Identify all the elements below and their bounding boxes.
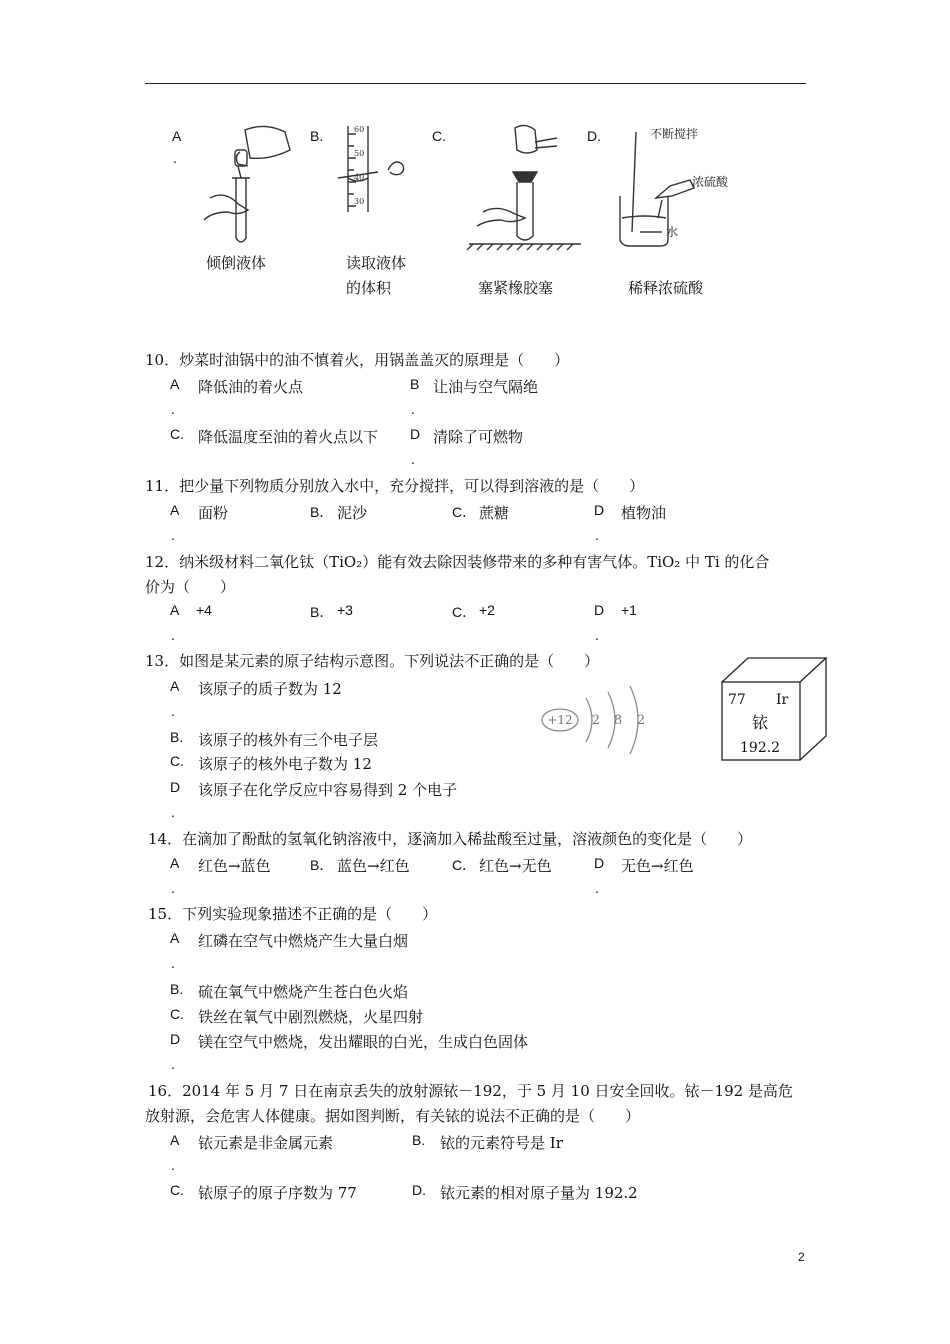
- q11-option-b-letter: B．: [310, 504, 334, 520]
- q9-option-d-letter: D.: [587, 128, 601, 144]
- q10-option-b-letter: B: [410, 376, 420, 392]
- q14-option-a-dot: .: [171, 880, 175, 896]
- q10-stem: 10．炒菜时油锅中的油不慎着火，用锅盖盖灭的原理是（ ）: [145, 351, 570, 369]
- q12-option-b-text: +3: [337, 602, 353, 618]
- q13-option-d-dot: .: [171, 804, 175, 820]
- cylinder-tick-30: 30: [354, 197, 365, 206]
- q15-option-d-dot: .: [171, 1056, 175, 1072]
- q10-option-c-text: 降低温度至油的着火点以下: [198, 428, 379, 446]
- label-stirring: 不断搅拌: [650, 127, 699, 141]
- header-rule: [145, 83, 806, 84]
- cylinder-tick-50: 50: [354, 149, 365, 158]
- q16-option-a-letter: A: [170, 1132, 180, 1148]
- q9-option-d-caption: 稀释浓硫酸: [628, 279, 704, 297]
- q13-option-b-text: 该原子的核外有三个电子层: [198, 731, 379, 749]
- q15-option-a-dot: .: [171, 955, 175, 971]
- q15-option-d-letter: D: [170, 1031, 181, 1047]
- q15-option-d-text: 镁在空气中燃烧，发出耀眼的白光，生成白色固体: [198, 1033, 529, 1051]
- atom-shell-1: 2: [591, 713, 601, 728]
- figure-stopper: [465, 120, 585, 250]
- label-conc-acid: 浓硫酸: [692, 175, 729, 189]
- q16-option-b-letter: B.: [412, 1132, 426, 1148]
- q12-option-a-text: +4: [196, 602, 212, 618]
- q9-option-a-dot: .: [173, 150, 177, 166]
- atom-shell-2: 8: [613, 713, 623, 728]
- figure-read-cylinder: [330, 120, 440, 220]
- q12-option-d-letter: D: [594, 602, 605, 618]
- cylinder-tick-40: 40: [354, 173, 365, 182]
- q15-option-c-letter: C.: [170, 1006, 184, 1022]
- q13-option-c-letter: C.: [170, 753, 184, 769]
- q10-option-a-dot: .: [171, 401, 175, 417]
- q16-option-a-text: 铱元素是非金属元素: [198, 1134, 334, 1152]
- q13-option-b-letter: B.: [170, 729, 184, 745]
- q9-option-b-caption-1: 读取液体: [346, 254, 407, 272]
- q11-option-b-text: 泥沙: [337, 504, 368, 522]
- label-water: 水: [666, 225, 679, 239]
- q11-option-c-text: 蔗糖: [479, 504, 510, 522]
- q15-option-a-text: 红磷在空气中燃烧产生大量白烟: [198, 932, 409, 950]
- q13-option-a-text: 该原子的质子数为 12: [198, 680, 342, 698]
- q10-option-a-text: 降低油的着火点: [198, 378, 304, 396]
- q16-stem-line2: 放射源，会危害人体健康。据如图判断，有关铱的说法不正确的是（ ）: [145, 1107, 641, 1125]
- element-number: 77: [728, 692, 746, 708]
- q13-option-d-text: 该原子在化学反应中容易得到 2 个电子: [198, 781, 458, 799]
- q16-option-a-dot: .: [171, 1157, 175, 1173]
- element-name: 铱: [752, 713, 769, 732]
- q14-option-d-text: 无色→红色: [621, 857, 694, 875]
- q12-option-d-dot: .: [595, 627, 599, 643]
- q12-option-d-text: +1: [621, 602, 637, 618]
- q14-option-a-letter: A: [170, 855, 180, 871]
- figure-pouring-liquid: [190, 120, 310, 250]
- q11-option-d-text: 植物油: [621, 504, 667, 522]
- q15-stem: 15．下列实验现象描述不正确的是（ ）: [148, 905, 438, 923]
- q11-option-c-letter: C．: [452, 504, 477, 520]
- q13-option-a-dot: .: [171, 703, 175, 719]
- q10-option-d-text: 清除了可燃物: [433, 428, 524, 446]
- element-symbol: Ir: [776, 692, 789, 708]
- q13-option-d-letter: D: [170, 779, 181, 795]
- q9-option-c-caption: 塞紧橡胶塞: [478, 279, 554, 297]
- element-mass: 192.2: [740, 740, 781, 756]
- q16-option-d-text: 铱元素的相对原子量为 192.2: [440, 1184, 638, 1202]
- q12-option-c-letter: C．: [452, 604, 477, 620]
- q9-option-b-caption-2: 的体积: [346, 279, 392, 297]
- q9-option-b-letter: B.: [310, 128, 324, 144]
- q9-option-a-caption: 倾倒液体: [206, 254, 267, 272]
- atom-structure-diagram: [536, 680, 666, 760]
- q14-option-b-text: 蓝色→红色: [337, 857, 410, 875]
- q14-option-d-letter: D: [594, 855, 605, 871]
- element-card-ir: [720, 656, 828, 762]
- q11-option-a-dot: .: [171, 527, 175, 543]
- q12-stem-line2: 价为（ ）: [145, 578, 236, 596]
- q11-option-d-dot: .: [595, 527, 599, 543]
- q15-option-a-letter: A: [170, 930, 180, 946]
- q14-stem: 14．在滴加了酚酞的氢氧化钠溶液中，逐滴加入稀盐酸至过量，溶液颜色的变化是（ ）: [148, 830, 753, 848]
- q9-option-a-letter: A: [172, 128, 182, 144]
- figure-dilute-acid: [610, 122, 740, 252]
- q10-option-b-text: 让油与空气隔绝: [433, 378, 539, 396]
- cylinder-tick-60: 60: [354, 125, 365, 134]
- q16-option-c-letter: C.: [170, 1182, 184, 1198]
- q10-option-a-letter: A: [170, 376, 180, 392]
- q14-option-d-dot: .: [595, 880, 599, 896]
- q13-option-a-letter: A: [170, 678, 180, 694]
- q12-stem-line1: 12．纳米级材料二氧化钛（TiO₂）能有效去除因装修带来的多种有害气体。TiO₂ 中 Ti 的化合: [145, 553, 770, 571]
- q11-option-a-letter: A: [170, 502, 180, 518]
- atom-shell-3: 2: [636, 713, 646, 728]
- q9-option-c-letter: C.: [432, 128, 446, 144]
- q12-option-b-letter: B．: [310, 604, 334, 620]
- q13-option-c-text: 该原子的核外电子数为 12: [198, 755, 372, 773]
- q10-option-c-letter: C.: [170, 426, 184, 442]
- q16-option-c-text: 铱原子的原子序数为 77: [198, 1184, 357, 1202]
- atom-nucleus: +12: [547, 713, 573, 727]
- q10-option-d-dot: .: [411, 451, 415, 467]
- q16-option-d-letter: D.: [412, 1182, 426, 1198]
- q15-option-b-text: 硫在氧气中燃烧产生苍白色火焰: [198, 983, 409, 1001]
- q12-option-a-dot: .: [171, 627, 175, 643]
- q11-option-d-letter: D: [594, 502, 605, 518]
- q16-option-b-text: 铱的元素符号是 Ir: [440, 1134, 563, 1152]
- q14-option-b-letter: B．: [310, 857, 334, 873]
- q16-stem-line1: 16．2014 年 5 月 7 日在南京丢失的放射源铱－192，于 5 月 10 日安全回收。铱－192 是高危: [148, 1082, 793, 1100]
- q15-option-c-text: 铁丝在氧气中剧烈燃烧，火星四射: [198, 1008, 424, 1026]
- q10-option-d-letter: D: [410, 426, 421, 442]
- q14-option-c-letter: C．: [452, 857, 477, 873]
- q10-option-b-dot: .: [411, 401, 415, 417]
- page-number: 2: [798, 1250, 805, 1264]
- q12-option-c-text: +2: [479, 602, 495, 618]
- q15-option-b-letter: B.: [170, 981, 184, 997]
- q12-option-a-letter: A: [170, 602, 180, 618]
- q11-option-a-text: 面粉: [198, 504, 229, 522]
- q13-stem: 13．如图是某元素的原子结构示意图。下列说法不正确的是（ ）: [145, 652, 600, 670]
- q14-option-a-text: 红色→蓝色: [198, 857, 271, 875]
- q11-stem: 11．把少量下列物质分别放入水中，充分搅拌，可以得到溶液的是（ ）: [145, 477, 645, 495]
- q14-option-c-text: 红色→无色: [479, 857, 552, 875]
